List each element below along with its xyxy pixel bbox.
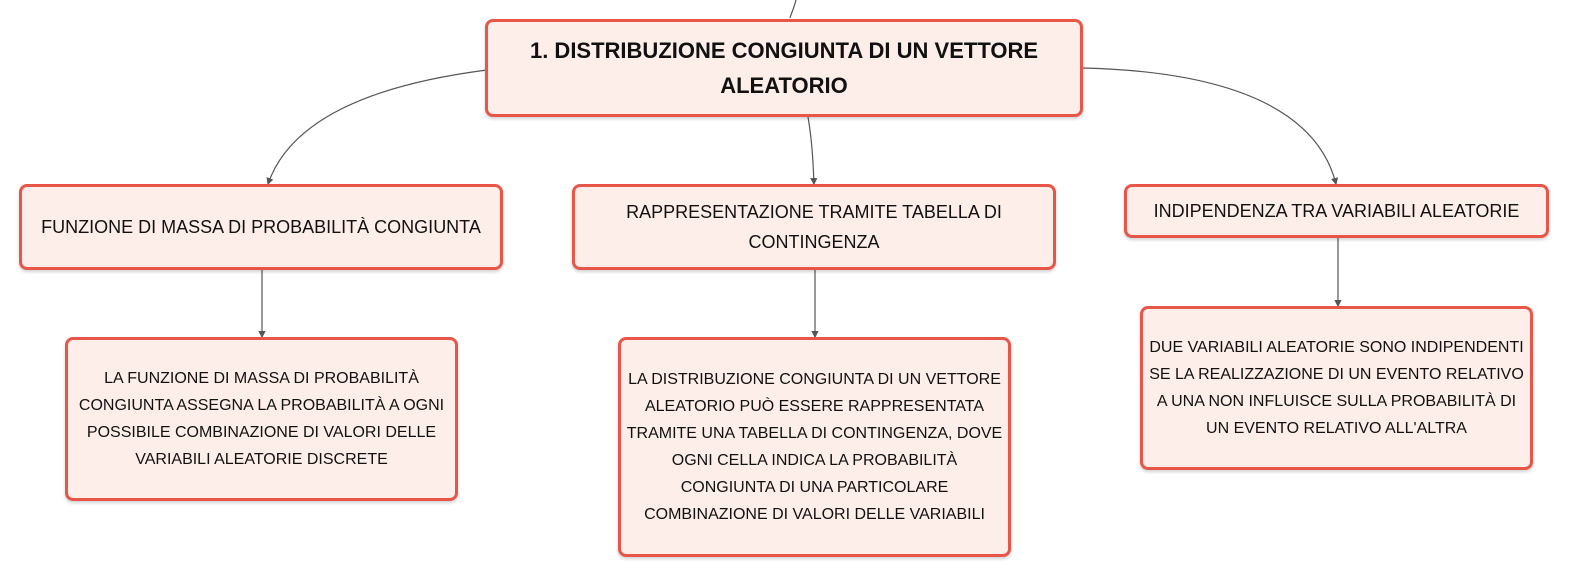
connector-parent-link [790, 0, 796, 18]
detail-topic-text: LA FUNZIONE DI MASSA DI PROBABILITÀ CONGIUNTA ASSEGNA LA PROBABILITÀ A OGNI POSSIBILE COMBINAZIONE DI VALORI DELLE VARIABILI ALEATORIE DISCRETE [78, 370, 445, 468]
branch-topic-joint-pmf[interactable] [19, 184, 503, 270]
branch-topic-title: RAPPRESENTAZIONE TRAMITE TABELLA DI CONTINGENZA [626, 202, 1002, 252]
branch-topic-contingency-table[interactable] [572, 184, 1056, 270]
connector-root-to-branch-2 [808, 117, 814, 184]
branch-topic-title: INDIPENDENZA TRA VARIABILI ALEATORIE [1153, 201, 1520, 221]
branch-topic-title: FUNZIONE DI MASSA DI PROBABILITÀ CONGIUNTA [41, 217, 481, 237]
branch-topic-independence[interactable] [1124, 184, 1549, 238]
connector-root-to-branch-1 [268, 70, 487, 184]
connector-root-to-branch-3 [1083, 68, 1336, 184]
detail-topic-text: DUE VARIABILI ALEATORIE SONO INDIPENDENTI SE LA REALIZZAZIONE DI UN EVENTO RELATIVO A UNA NON INFLUISCE SULLA PROBABILITÀ DI UN EVENTO RELATIVO ALL'ALTRA [1149, 339, 1524, 437]
detail-topic-joint-pmf[interactable] [65, 337, 458, 501]
detail-topic-text: LA DISTRIBUZIONE CONGIUNTA DI UN VETTORE ALEATORIO PUÒ ESSERE RAPPRESENTATA TRAMITE UNA TABELLA DI CONTINGENZA, DOVE OGNI CELLA INDICA LA PROBABILITÀ CONGIUNTA DI UNA PARTICOLARE COMBINAZIONE DI VALORI DELLE VARIABILI [626, 371, 1003, 523]
detail-topic-independence[interactable] [1140, 306, 1533, 470]
root-topic-title: 1. DISTRIBUZIONE CONGIUNTA DI UN VETTORE ALEATORIO [529, 38, 1039, 98]
root-topic[interactable] [485, 19, 1083, 117]
detail-topic-contingency-table[interactable] [618, 337, 1011, 557]
